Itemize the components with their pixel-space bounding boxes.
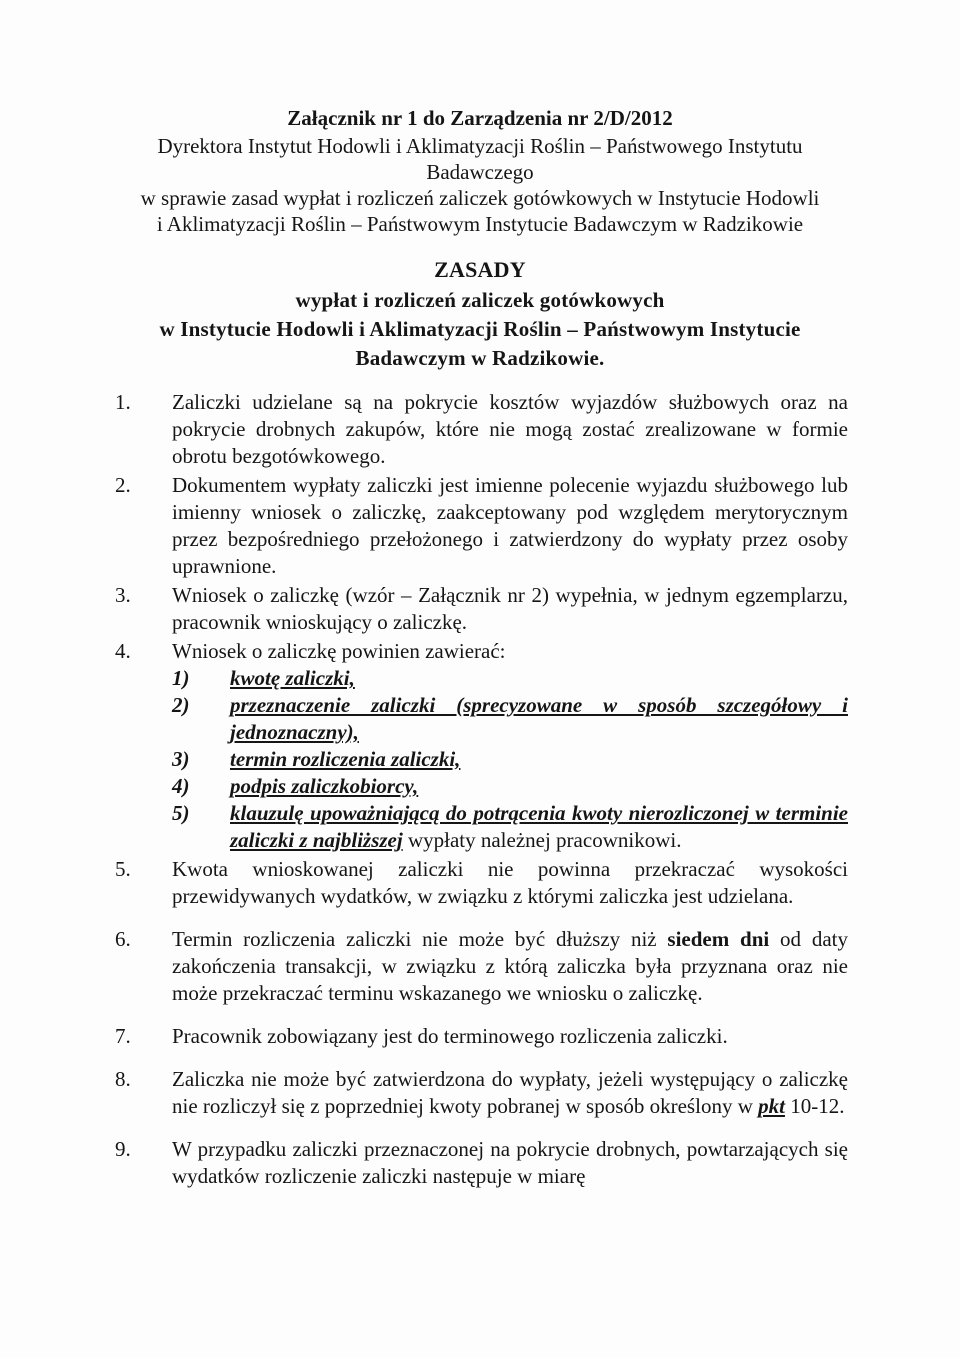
item-number: 5. [115,857,131,881]
header-line: w sprawie zasad wypłat i rozliczeń zaliczek gotówkowych w Instytucie Hodowli [140,186,820,210]
sub-item-text: przeznaczenie zaliczki (sprecyzowane w sposób szczegółowy i jednoznaczny), [230,693,848,744]
sub-item [172,773,848,800]
header-line: Dyrektora Instytut Hodowli i Aklimatyzacji Roślin – Państwowego Instytutu [157,134,803,158]
item-number: 7. [115,1024,131,1048]
item-number: 8. [115,1067,131,1091]
sub-item [172,800,848,854]
sub-item-number: 3) [172,747,190,771]
item-number: 6. [115,927,131,951]
list-item [112,389,848,470]
sub-item [172,665,848,692]
item-text: Pracownik zobowiązany jest do terminowego rozliczenia zaliczki. [172,1024,728,1048]
sub-item-text: kwotę zaliczki, [230,666,355,690]
list-item [112,926,848,1007]
sub-item-text: klauzulę upoważniającą do potrącenia kwoty nierozliczonej w terminie zaliczki z najbliższej [230,801,848,852]
item-text: Zaliczka nie może być zatwierdzona do wypłaty, jeżeli występujący o zaliczkę nie rozliczył się z poprzedniej kwoty pobranej w sposób określony w [172,1067,848,1118]
item-text: od daty zakończenia transakcji, w związku z którą zaliczka była przyznana oraz nie może przekraczać terminu wskazanego we wniosku o zaliczkę. [172,927,849,1005]
list-item [112,1066,848,1120]
principles-line: wypłat i rozliczeń zaliczek gotówkowych [295,288,665,312]
item-text: W przypadku zaliczki przeznaczonej na pokrycie drobnych, powtarzających się wydatków rozliczenie zaliczki następuje w miarę [172,1137,848,1188]
list-item [112,472,848,580]
item-number: 2. [115,473,131,497]
attachment-title: Załącznik nr 1 do Zarządzenia nr 2/D/2012 [287,106,673,130]
header-line: Badawczego [426,160,534,184]
document-header [112,105,848,237]
list-item [112,582,848,636]
item-text: Kwota wnioskowanej zaliczki nie powinna przekraczać wysokości przewidywanych wydatków, w związku z którymi zaliczka jest udzielana. [172,857,848,908]
sub-item-text: termin rozliczenia zaliczki, [230,747,461,771]
list-item [112,856,848,910]
header-line: i Aklimatyzacji Roślin – Państwowym Instytucie Badawczym w Radzikowie [156,212,804,236]
item-text: 10-12. [784,1094,845,1118]
item-text: Zaliczki udzielane są na pokrycie kosztów wyjazdów służbowych oraz na pokrycie drobnych zakupów, które nie mogą zostać zrealizowane w formie obrotu bezgotówkowego. [172,390,848,468]
sub-item [172,746,848,773]
item-number: 4. [115,639,131,663]
list-item [112,1136,848,1190]
item-number: 1. [115,390,131,414]
sub-item-number: 5) [172,801,190,825]
item-text: Wniosek o zaliczkę (wzór – Załącznik nr 2) wypełnia, w jednym egzemplarzu, pracownik wnioskujący o zaliczkę. [172,583,848,634]
item-text: Termin rozliczenia zaliczki nie może być dłuższy niż [172,927,668,951]
item-content [172,926,848,1007]
item-content [172,638,848,854]
list-item [112,1023,848,1050]
item-number: 3. [115,583,131,607]
principles-heading [112,255,848,373]
item-number: 9. [115,1137,131,1161]
item-content [172,1066,848,1120]
principles-line: Badawczym w Radzikowie. [355,346,605,370]
sub-item [172,692,848,746]
pkt-reference: pkt [758,1094,785,1118]
sub-item-number: 2) [172,693,190,717]
sub-item-tail: wypłaty należnej pracownikowi. [402,828,682,852]
item-text: Dokumentem wypłaty zaliczki jest imienne polecenie wyjazdu służbowego lub imienny wniosek o zaliczkę, zaakceptowany pod względem merytorycznym przez bezpośredniego przełożonego i zatwierdzony do wypłaty przez osoby uprawnione. [172,473,848,578]
sub-item-number: 1) [172,666,190,690]
list-item [112,638,848,854]
sub-item-content [230,800,848,854]
sub-item-number: 4) [172,774,190,798]
numbered-list [112,389,848,1190]
principles-title: ZASADY [434,257,526,282]
sub-item-text: podpis zaliczkobiorcy, [230,774,419,798]
principles-line: w Instytucie Hodowli i Aklimatyzacji Roślin – Państwowym Instytucie [159,317,801,341]
bold-term: siedem dni [667,927,770,951]
item-text: Wniosek o zaliczkę powinien zawierać: [172,639,506,663]
